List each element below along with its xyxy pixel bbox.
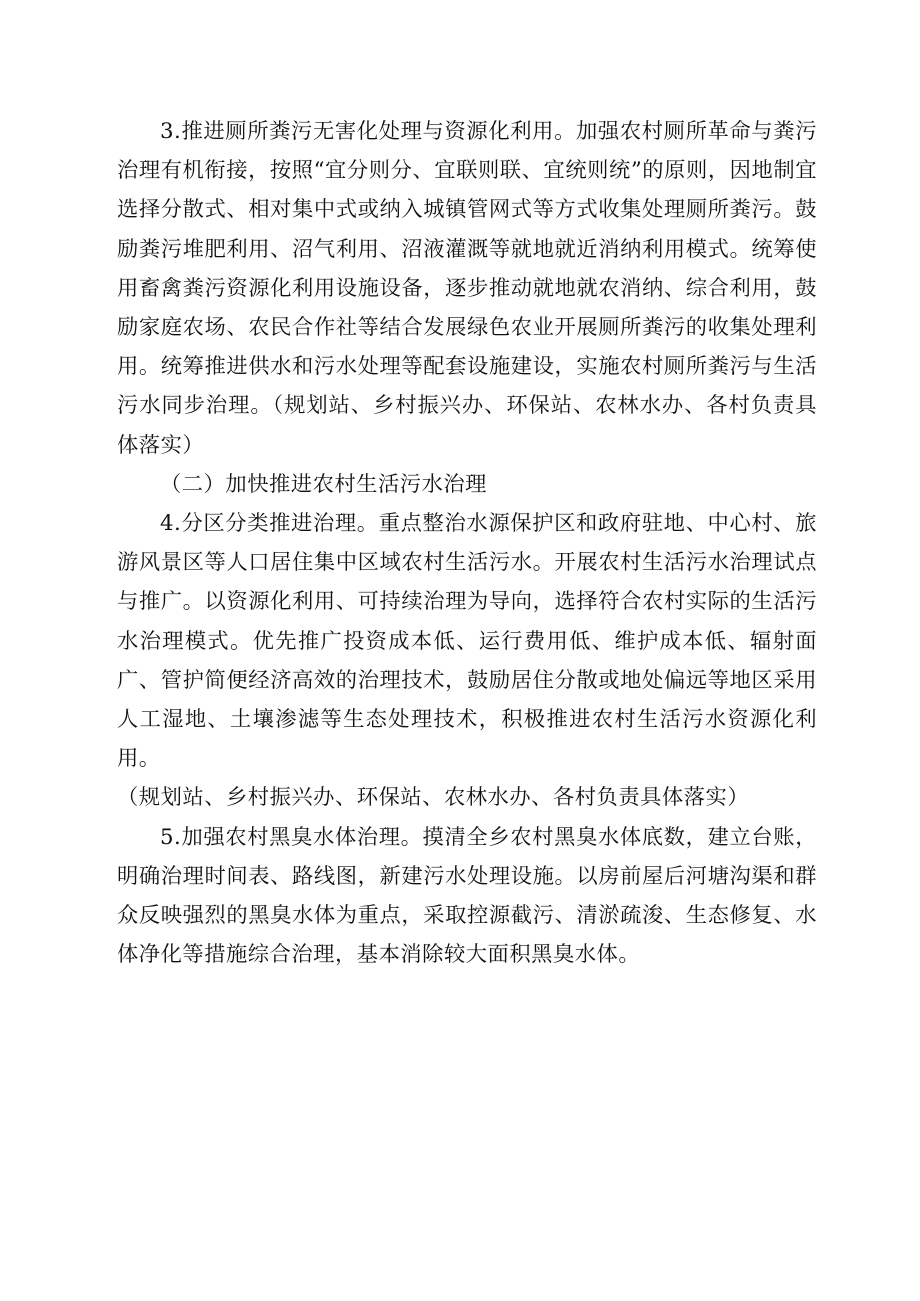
- paragraph-zoned-treatment: 4.分区分类推进治理。重点整治水源保护区和政府驻地、中心村、旅游风景区等人口居住集中区域农村生活污水。开展农村生活污水治理试点与推广。以资源化利用、可持续治理为导向，选择符合农村实际的生活污水治理模式。优先推广投资成本低、运行费用低、维护成本低、辐射面广、管护简便经济高效的治理技术，鼓励居住分散或地处偏远等地区采用人工湿地、土壤渗滤等生态处理技术，积极推进农村生活污水资源化利用。: [117, 511, 817, 772]
- paragraph-black-odorous-water: 5.加强农村黑臭水体治理。摸清全乡农村黑臭水体底数，建立台账，明确治理时间表、路线图，新建污水处理设施。以房前屋后河塘沟渠和群众反映强烈的黑臭水体为重点，采取控源截污、清淤疏浚、生态修复、水体净化等措施综合治理，基本消除较大面积黑臭水体。: [117, 824, 817, 968]
- section-heading-rural-sewage: （二）加快推进农村生活污水治理: [160, 471, 487, 497]
- paragraph-responsibility-note: （规划站、乡村振兴办、环保站、农林水办、各村负责具体落实）: [117, 785, 750, 811]
- paragraph-toilet-waste-treatment: 3.推进厕所粪污无害化处理与资源化利用。加强农村厕所革命与粪污治理有机衔接，按照“宜分则分、宜联则联、宜统则统”的原则，因地制宜选择分散式、相对集中式或纳入城镇管网式等方式收集处理厕所粪污。鼓励粪污堆肥利用、沼气利用、沼液灌溉等就地就近消纳利用模式。统筹使用畜禽粪污资源化利用设施设备，逐步推动就地就农消纳、综合利用，鼓励家庭农场、农民合作社等结合发展绿色农业开展厕所粪污的收集处理利用。统筹推进供水和污水处理等配套设施建设，实施农村厕所粪污与生活污水同步治理。（规划站、乡村振兴办、环保站、农林水办、各村负责具体落实）: [117, 119, 817, 458]
- document-body: [117, 112, 817, 974]
